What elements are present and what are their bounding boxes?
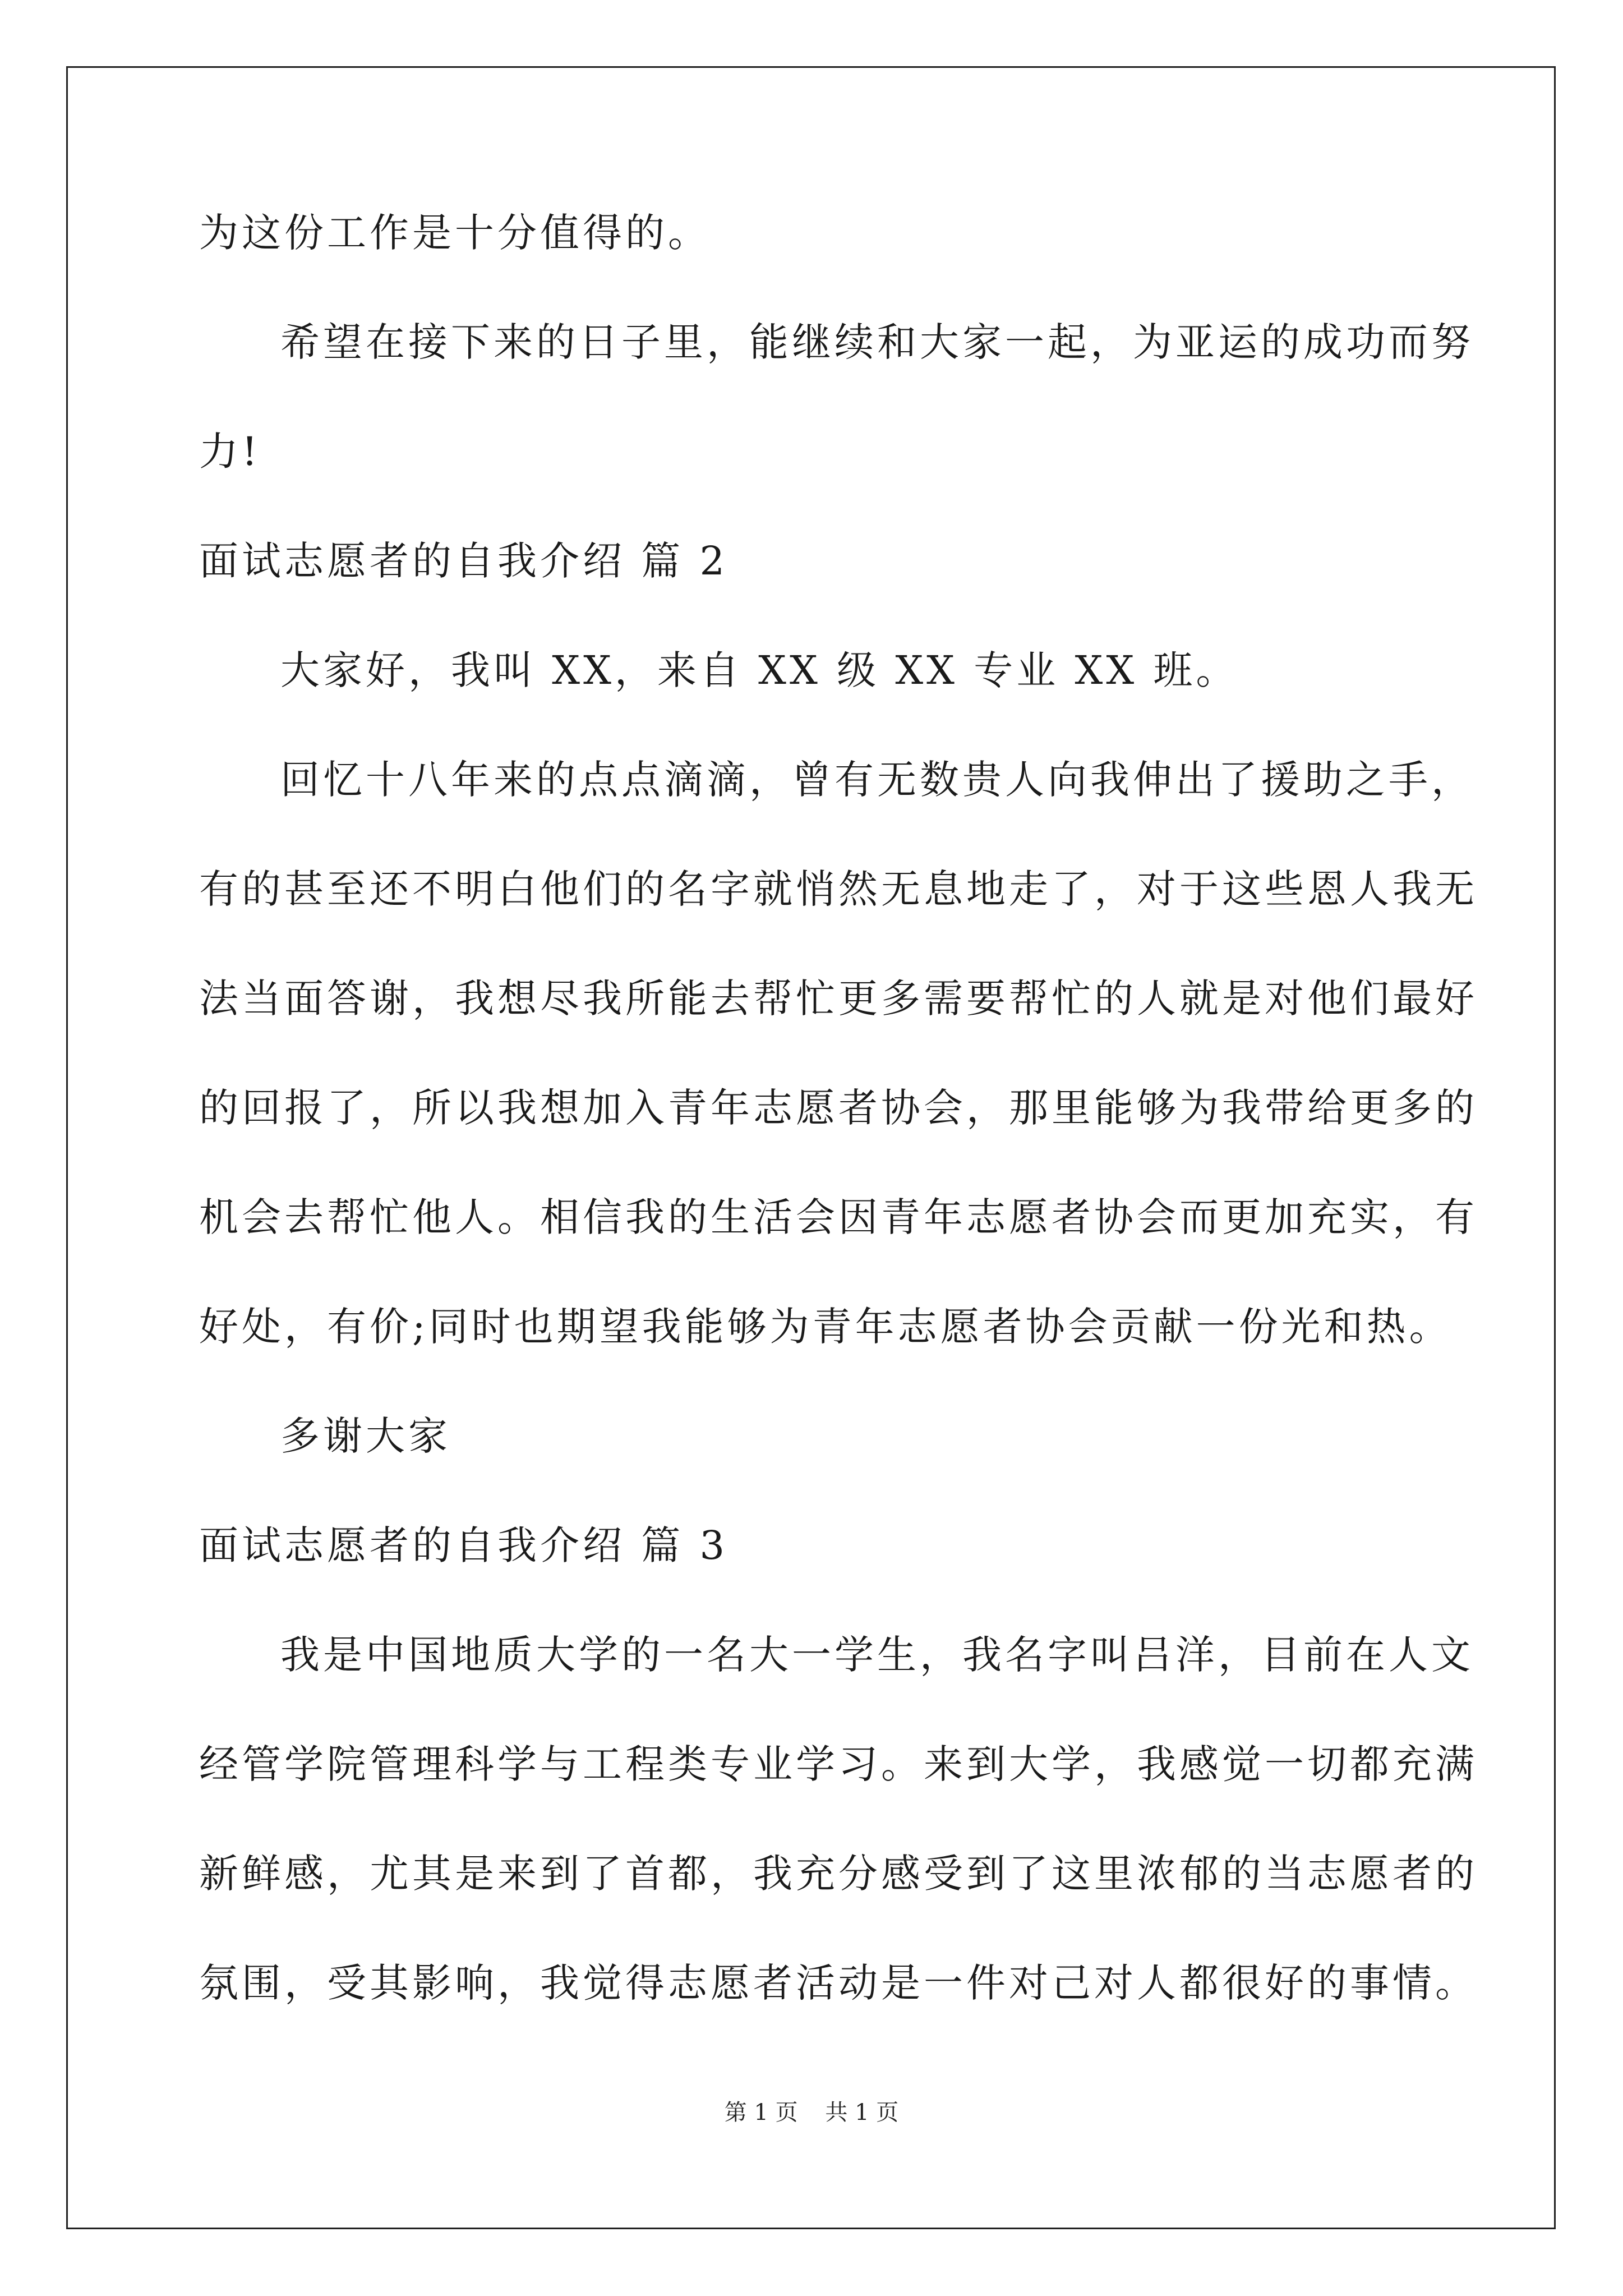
page-total: 共 1 页 bbox=[825, 2100, 899, 2125]
paragraph-line: 希望在接下来的日子里，能继续和大家一起，为亚运的成功而努 bbox=[280, 319, 1474, 365]
page-number: 第 1 页 bbox=[724, 2100, 798, 2125]
page-footer bbox=[0, 2096, 1623, 2129]
paragraph-line: 力! bbox=[199, 429, 261, 475]
paragraph-line: 法当面答谢，我想尽我所能去帮忙更多需要帮忙的人就是对他们最好 bbox=[199, 976, 1478, 1022]
paragraph-line: 有的甚至还不明白他们的名字就悄然无息地走了，对于这些恩人我无 bbox=[199, 866, 1478, 912]
section-heading: 面试志愿者的自我介绍 篇 2 bbox=[199, 538, 728, 584]
section-heading: 面试志愿者的自我介绍 篇 3 bbox=[199, 1522, 728, 1568]
paragraph-line: 多谢大家 bbox=[280, 1413, 451, 1459]
paragraph-line: 经管学院管理科学与工程类专业学习。来到大学，我感觉一切都充满 bbox=[199, 1741, 1478, 1787]
paragraph-line: 我是中国地质大学的一名大一学生，我名字叫吕洋，目前在人文 bbox=[280, 1632, 1474, 1678]
paragraph-line: 机会去帮忙他人。相信我的生活会因青年志愿者协会而更加充实，有 bbox=[199, 1194, 1478, 1240]
paragraph-line: 大家好，我叫 XX，来自 XX 级 XX 专业 XX 班。 bbox=[280, 647, 1239, 693]
paragraph-line: 好处，有价;同时也期望我能够为青年志愿者协会贡献一份光和热。 bbox=[199, 1304, 1452, 1350]
paragraph-line: 新鲜感，尤其是来到了首都，我充分感受到了这里浓郁的当志愿者的 bbox=[199, 1851, 1478, 1897]
paragraph-line: 的回报了，所以我想加入青年志愿者协会，那里能够为我带给更多的 bbox=[199, 1085, 1478, 1131]
page-border bbox=[66, 66, 1556, 2229]
paragraph-line: 氛围，受其影响，我觉得志愿者活动是一件对己对人都很好的事情。 bbox=[199, 1960, 1478, 2006]
paragraph-line: 为这份工作是十分值得的。 bbox=[199, 210, 711, 256]
paragraph-line: 回忆十八年来的点点滴滴，曾有无数贵人向我伸出了援助之手， bbox=[280, 757, 1474, 803]
